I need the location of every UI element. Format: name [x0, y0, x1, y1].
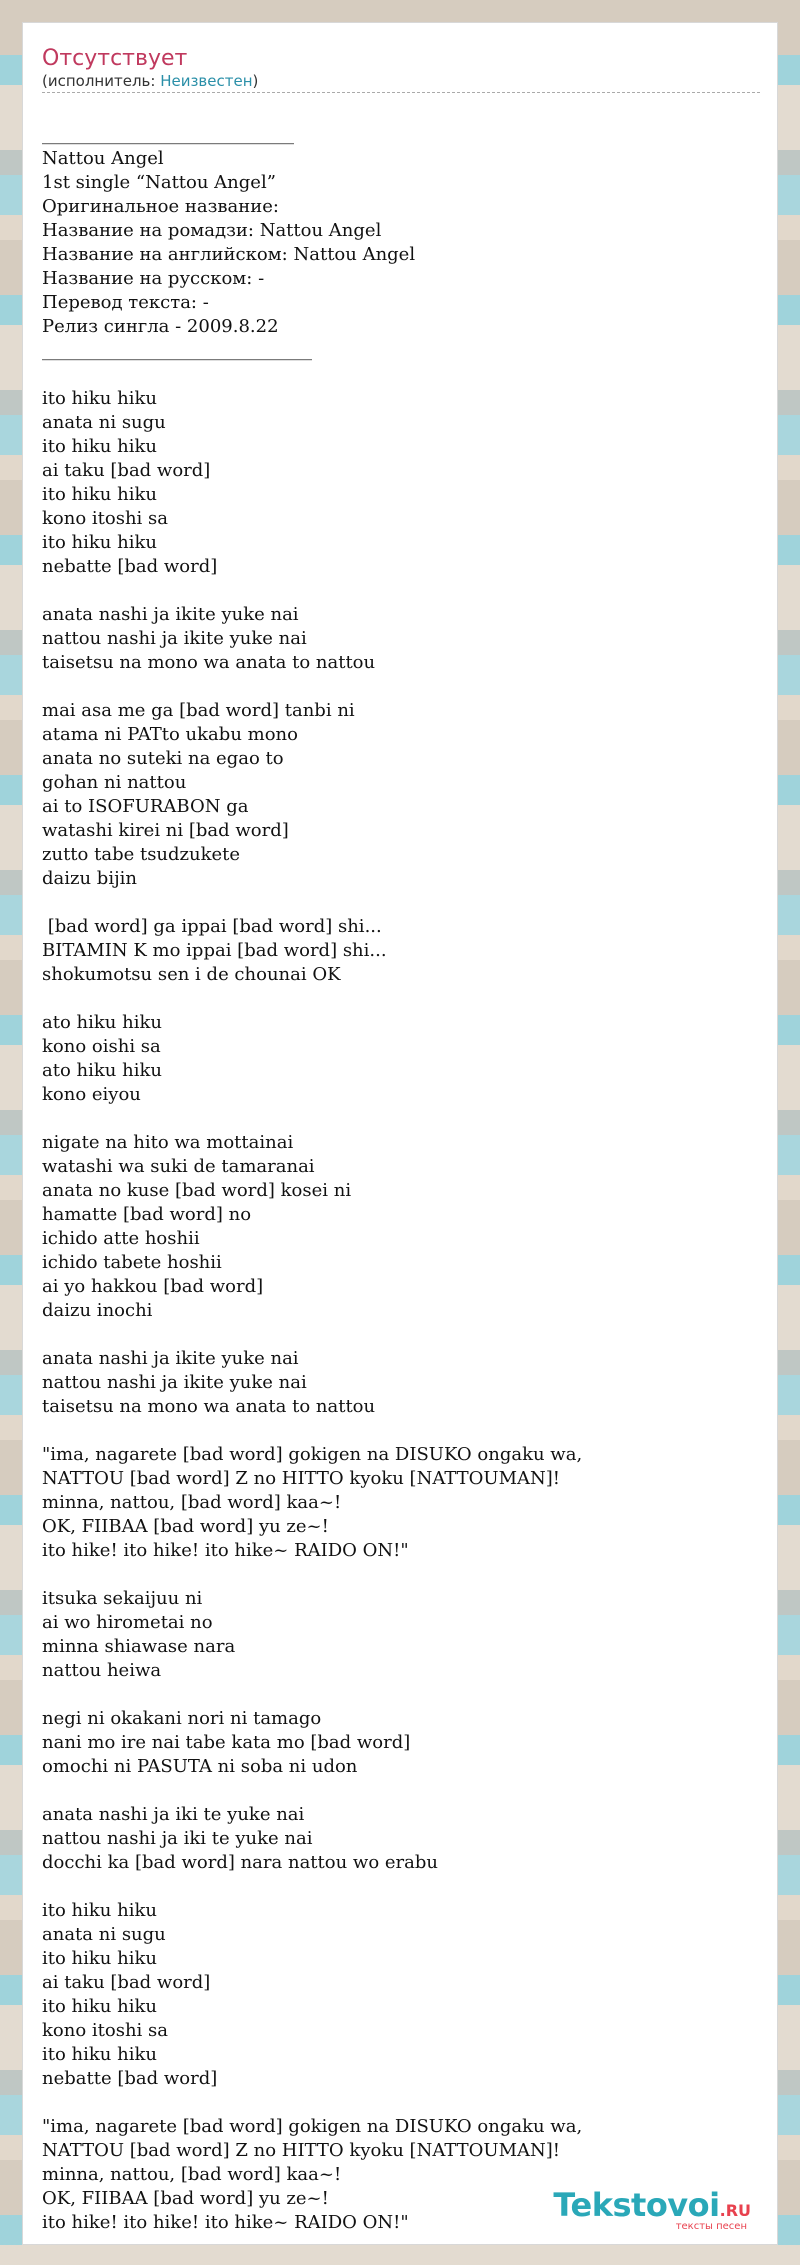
lyrics-blank-line: [42, 1107, 762, 1131]
lyrics-line: ato hiku hiku: [42, 1060, 162, 1081]
artist-line: [42, 71, 760, 93]
lyrics-line: Название на русском: -: [42, 268, 265, 289]
lyrics-line: ito hiku hiku: [42, 1900, 157, 1921]
lyrics-line: BITAMIN K mo ippai [bad word] shi...: [42, 940, 387, 961]
lyrics-line: "ima, nagarete [bad word] gokigen na DISUKO ongaku wa,: [42, 2116, 583, 2137]
artist-link[interactable]: Неизвестен: [160, 72, 253, 90]
lyrics-line: watashi wa suki de tamaranai: [42, 1156, 315, 1177]
lyrics-line: ito hiku hiku: [42, 1996, 157, 2017]
lyrics-line: nani mo ire nai tabe kata mo [bad word]: [42, 1732, 411, 1753]
lyrics-line: minna, nattou, [bad word] kaa~!: [42, 2164, 342, 2185]
lyrics-line: nattou heiwa: [42, 1660, 162, 1681]
lyrics-blank-line: [42, 579, 762, 603]
lyrics-blank-line: [42, 2091, 762, 2115]
lyrics-line: minna shiawase nara: [42, 1636, 236, 1657]
lyrics-line: daizu bijin: [42, 868, 138, 889]
lyrics-blank-line: [42, 1875, 762, 1899]
lyrics-line: anata ni sugu: [42, 412, 166, 433]
lyrics-line: anata ni sugu: [42, 1924, 166, 1945]
lyrics-blank-line: [42, 1683, 762, 1707]
lyrics-line: nebatte [bad word]: [42, 556, 218, 577]
lyrics-line: ai wo hirometai no: [42, 1612, 213, 1633]
artist-prefix: (исполнитель:: [42, 72, 161, 90]
lyrics-line: ichido atte hoshii: [42, 1228, 200, 1249]
lyrics-line: shokumotsu sen i de chounai OK: [42, 964, 341, 985]
lyrics-blank-line: [42, 891, 762, 915]
lyrics-line: nattou nashi ja ikite yuke nai: [42, 628, 307, 649]
lyrics-line: anata no kuse [bad word] kosei ni: [42, 1180, 352, 1201]
lyrics-line: ato hiku hiku: [42, 1012, 162, 1033]
lyrics-line: ai taku [bad word]: [42, 460, 211, 481]
lyrics-line: Оригинальное название:: [42, 196, 279, 217]
lyrics-line: daizu inochi: [42, 1300, 153, 1321]
lyrics-line: ichido tabete hoshii: [42, 1252, 222, 1273]
lyrics-line: ito hike! ito hike! ito hike~ RAIDO ON!": [42, 2212, 409, 2233]
lyrics-line: mai asa me ga [bad word] tanbi ni: [42, 700, 355, 721]
lyrics-line: negi ni okakani nori ni tamago: [42, 1708, 322, 1729]
lyrics-line: NATTOU [bad word] Z no HITTO kyoku [NATTOUMAN]!: [42, 1468, 561, 1489]
lyrics-blank-line: [42, 675, 762, 699]
lyrics-line: 1st single “Nattou Angel”: [42, 172, 276, 193]
lyrics-line: ito hike! ito hike! ito hike~ RAIDO ON!": [42, 1540, 409, 1561]
lyrics-blank-line: [42, 1419, 762, 1443]
lyrics-line: minna, nattou, [bad word] kaa~!: [42, 1492, 342, 1513]
lyrics-line: "ima, nagarete [bad word] gokigen na DISUKO ongaku wa,: [42, 1444, 583, 1465]
lyrics-line: zutto tabe tsudzukete: [42, 844, 241, 865]
lyrics-line: kono oishi sa: [42, 1036, 161, 1057]
lyrics-line: anata nashi ja ikite yuke nai: [42, 1348, 299, 1369]
lyrics-line: omochi ni PASUTA ni soba ni udon: [42, 1756, 358, 1777]
lyrics-line: kono itoshi sa: [42, 508, 168, 529]
logo-tld: .RU: [719, 2201, 751, 2220]
lyrics-line: anata nashi ja iki te yuke nai: [42, 1804, 305, 1825]
logo-name: Tekstovoi: [553, 2186, 720, 2224]
lyrics-line: gohan ni nattou: [42, 772, 187, 793]
lyrics-blank-line: [42, 1563, 762, 1587]
lyrics-line: ito hiku hiku: [42, 436, 157, 457]
lyrics-blank-line: [42, 363, 762, 387]
lyrics-line: Релиз сингла - 2009.8.22: [42, 316, 279, 337]
lyrics-line: kono itoshi sa: [42, 2020, 168, 2041]
lyrics-line: ito hiku hiku: [42, 532, 157, 553]
lyrics-line: taisetsu na mono wa anata to nattou: [42, 1396, 376, 1417]
lyrics-line: nattou nashi ja iki te yuke nai: [42, 1828, 313, 1849]
artist-suffix: ): [252, 72, 259, 90]
lyrics-blank-line: [42, 1779, 762, 1803]
site-logo[interactable]: [553, 2188, 751, 2232]
lyrics-blank-line: [42, 987, 762, 1011]
lyrics-line: ai yo hakkou [bad word]: [42, 1276, 264, 1297]
lyrics-line: itsuka sekaijuu ni: [42, 1588, 203, 1609]
lyrics-line: ai taku [bad word]: [42, 1972, 211, 1993]
lyrics-line: ____________________________: [42, 124, 294, 145]
lyrics-line: nigate na hito wa mottainai: [42, 1132, 294, 1153]
lyrics-line: anata no suteki na egao to: [42, 748, 284, 769]
song-title: Отсутствует: [42, 46, 188, 71]
lyrics-line: taisetsu na mono wa anata to nattou: [42, 652, 376, 673]
lyrics-line: ito hiku hiku: [42, 484, 157, 505]
logo-tagline: тексты песен: [675, 2221, 747, 2232]
lyrics-line: nebatte [bad word]: [42, 2068, 218, 2089]
lyrics-line: OK, FIIBAA [bad word] yu ze~!: [42, 1516, 329, 1537]
lyrics-line: atama ni PATto ukabu mono: [42, 724, 298, 745]
lyrics-line: ______________________________: [42, 340, 312, 361]
lyrics-line: ito hiku hiku: [42, 1948, 157, 1969]
lyrics-line: OK, FIIBAA [bad word] yu ze~!: [42, 2188, 329, 2209]
lyrics-text: [42, 123, 762, 2235]
lyrics-line: Название на ромадзи: Nattou Angel: [42, 220, 382, 241]
lyrics-line: anata nashi ja ikite yuke nai: [42, 604, 299, 625]
lyrics-line: Перевод текста: -: [42, 292, 209, 313]
lyrics-blank-line: [42, 1323, 762, 1347]
lyrics-line: Nattou Angel: [42, 148, 164, 169]
lyrics-card: [22, 22, 778, 2245]
lyrics-line: ito hiku hiku: [42, 388, 157, 409]
lyrics-line: NATTOU [bad word] Z no HITTO kyoku [NATTOUMAN]!: [42, 2140, 561, 2161]
lyrics-line: nattou nashi ja ikite yuke nai: [42, 1372, 307, 1393]
lyrics-line: docchi ka [bad word] nara nattou wo erabu: [42, 1852, 438, 1873]
lyrics-line: ito hiku hiku: [42, 2044, 157, 2065]
lyrics-line: ai to ISOFURABON ga: [42, 796, 249, 817]
lyrics-line: Название на английском: Nattou Angel: [42, 244, 416, 265]
lyrics-line: watashi kirei ni [bad word]: [42, 820, 289, 841]
lyrics-line: kono eiyou: [42, 1084, 141, 1105]
lyrics-line: hamatte [bad word] no: [42, 1204, 252, 1225]
lyrics-line: [bad word] ga ippai [bad word] shi...: [42, 916, 382, 937]
